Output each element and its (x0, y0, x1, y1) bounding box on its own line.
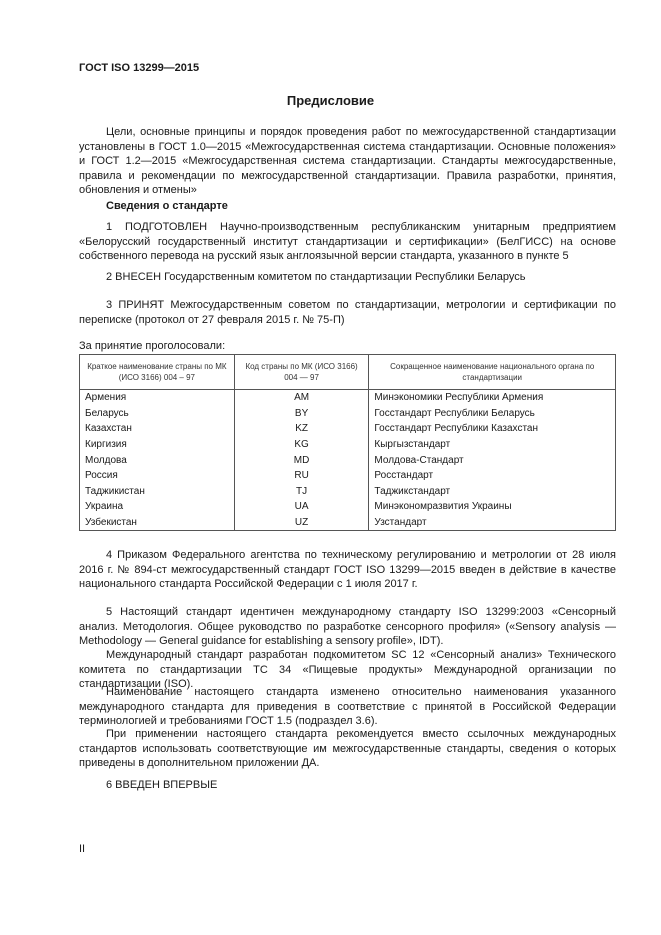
national-body-cell: Узстандарт (369, 515, 616, 531)
header-country-code: Код страны по МК (ИСО 3166) 004 — 97 (234, 355, 369, 390)
table-header-row (80, 355, 616, 390)
country-name-cell: Украина (80, 499, 235, 515)
country-code-cell: UZ (234, 515, 369, 531)
country-name-cell: Киргизия (80, 437, 235, 453)
intro-paragraph: Цели, основные принципы и порядок проведения работ по межгосударственной стандартизации установлены в ГОСТ 1.0—2015 «Межгосударственная система стандартизации. Основные положения» и ГОСТ 1.2—2015 «Межгосударственная система стандартизации. Стандарты межгосударственные, правила и рекомендации по межгосударственной стандартизации. Правила разработки, принятия, обновления и отмены» (79, 126, 616, 197)
item-2-paragraph: 2 ВНЕСЕН Государственным комитетом по стандартизации Республики Беларусь (106, 271, 526, 283)
table-label: За принятие проголосовали: (79, 340, 226, 352)
country-code-cell: MD (234, 452, 369, 468)
table-row (80, 515, 616, 531)
country-code-cell: AM (234, 390, 369, 406)
country-name-cell: Беларусь (80, 406, 235, 422)
national-body-cell: Таджикстандарт (369, 484, 616, 500)
item-5-references-paragraph: При применении настоящего стандарта рекомендуется вместо ссылочных международных стандартов использовать соответствующие им межгосударственные стандарты, сведения о которых приведены в дополнительном приложении ДА. (79, 728, 616, 770)
national-body-cell: Минэкономики Республики Армения (369, 390, 616, 406)
national-body-cell: Госстандарт Республики Казахстан (369, 421, 616, 437)
country-code-cell: TJ (234, 484, 369, 500)
country-code-cell: KG (234, 437, 369, 453)
page-title: Предисловие (286, 93, 375, 108)
national-body-cell: Госстандарт Республики Беларусь (369, 406, 616, 422)
item-5-title-change-paragraph: Наименование настоящего стандарта изменено относительно наименования указанного международного стандарта для приведения в соответствие с принятой в Российской Федерации терминологией и требованиями ГОСТ 1.5 (подраздел 3.6). (79, 686, 616, 728)
item-5-paragraph: 5 Настоящий стандарт идентичен международному стандарту ISO 13299:2003 «Сенсорный анализ. Методология. Общее руководство по разработке сенсорного профиля» («Sensory analysis — Methodology — General guidance for establishing a sensory profile», IDT). (79, 606, 616, 648)
national-body-cell: Кыргызстандарт (369, 437, 616, 453)
document-header: ГОСТ ISO 13299—2015 (79, 62, 200, 74)
table-row (80, 421, 616, 437)
country-code-cell: BY (234, 406, 369, 422)
table-row (80, 499, 616, 515)
header-country-name: Краткое наименование страны по МК (ИСО 3166) 004 – 97 (80, 355, 235, 390)
country-code-cell: UA (234, 499, 369, 515)
votes-table (79, 354, 616, 531)
country-code-cell: KZ (234, 421, 369, 437)
header-national-body: Сокращенное наименование национального органа по стандартизации (369, 355, 616, 390)
national-body-cell: Росстандарт (369, 468, 616, 484)
country-name-cell: Россия (80, 468, 235, 484)
table-row (80, 468, 616, 484)
table-row (80, 390, 616, 406)
item-6-paragraph: 6 ВВЕДЕН ВПЕРВЫЕ (106, 779, 218, 791)
table-row (80, 452, 616, 468)
page-number: II (79, 843, 86, 855)
country-name-cell: Таджикистан (80, 484, 235, 500)
country-name-cell: Казахстан (80, 421, 235, 437)
national-body-cell: Минэкономразвития Украины (369, 499, 616, 515)
item-5-developer-paragraph: Международный стандарт разработан подкомитетом SC 12 «Сенсорный анализ» Технического комитета по стандартизации ТС 34 «Пищевые продукты» Международной организации по стандартизации (ISO). (79, 649, 616, 691)
item-3-paragraph: 3 ПРИНЯТ Межгосударственным советом по стандартизации, метрологии и сертификации по переписке (протокол от 27 февраля 2015 г. № 75-П) (79, 299, 616, 326)
item-4-paragraph: 4 Приказом Федерального агентства по техническому регулированию и метрологии от 28 июля 2016 г. № 894-ст межгосударственный стандарт ГОСТ ISO 13299—2015 введен в действие в качестве национального стандарта Российской Федерации с 1 июля 2017 г. (79, 549, 616, 591)
table-row (80, 406, 616, 422)
country-name-cell: Узбекистан (80, 515, 235, 531)
country-code-cell: RU (234, 468, 369, 484)
country-name-cell: Молдова (80, 452, 235, 468)
country-name-cell: Армения (80, 390, 235, 406)
table-row (80, 484, 616, 500)
table-row (80, 437, 616, 453)
national-body-cell: Молдова-Стандарт (369, 452, 616, 468)
subheading: Сведения о стандарте (106, 200, 228, 212)
item-1-paragraph: 1 ПОДГОТОВЛЕН Научно-производственным республиканским унитарным предприятием «Белорусский государственный институт стандартизации и сертификации» (БелГИСС) на основе собственного перевода на русский язык англоязычной версии стандарта, указанного в пункте 5 (79, 221, 616, 263)
